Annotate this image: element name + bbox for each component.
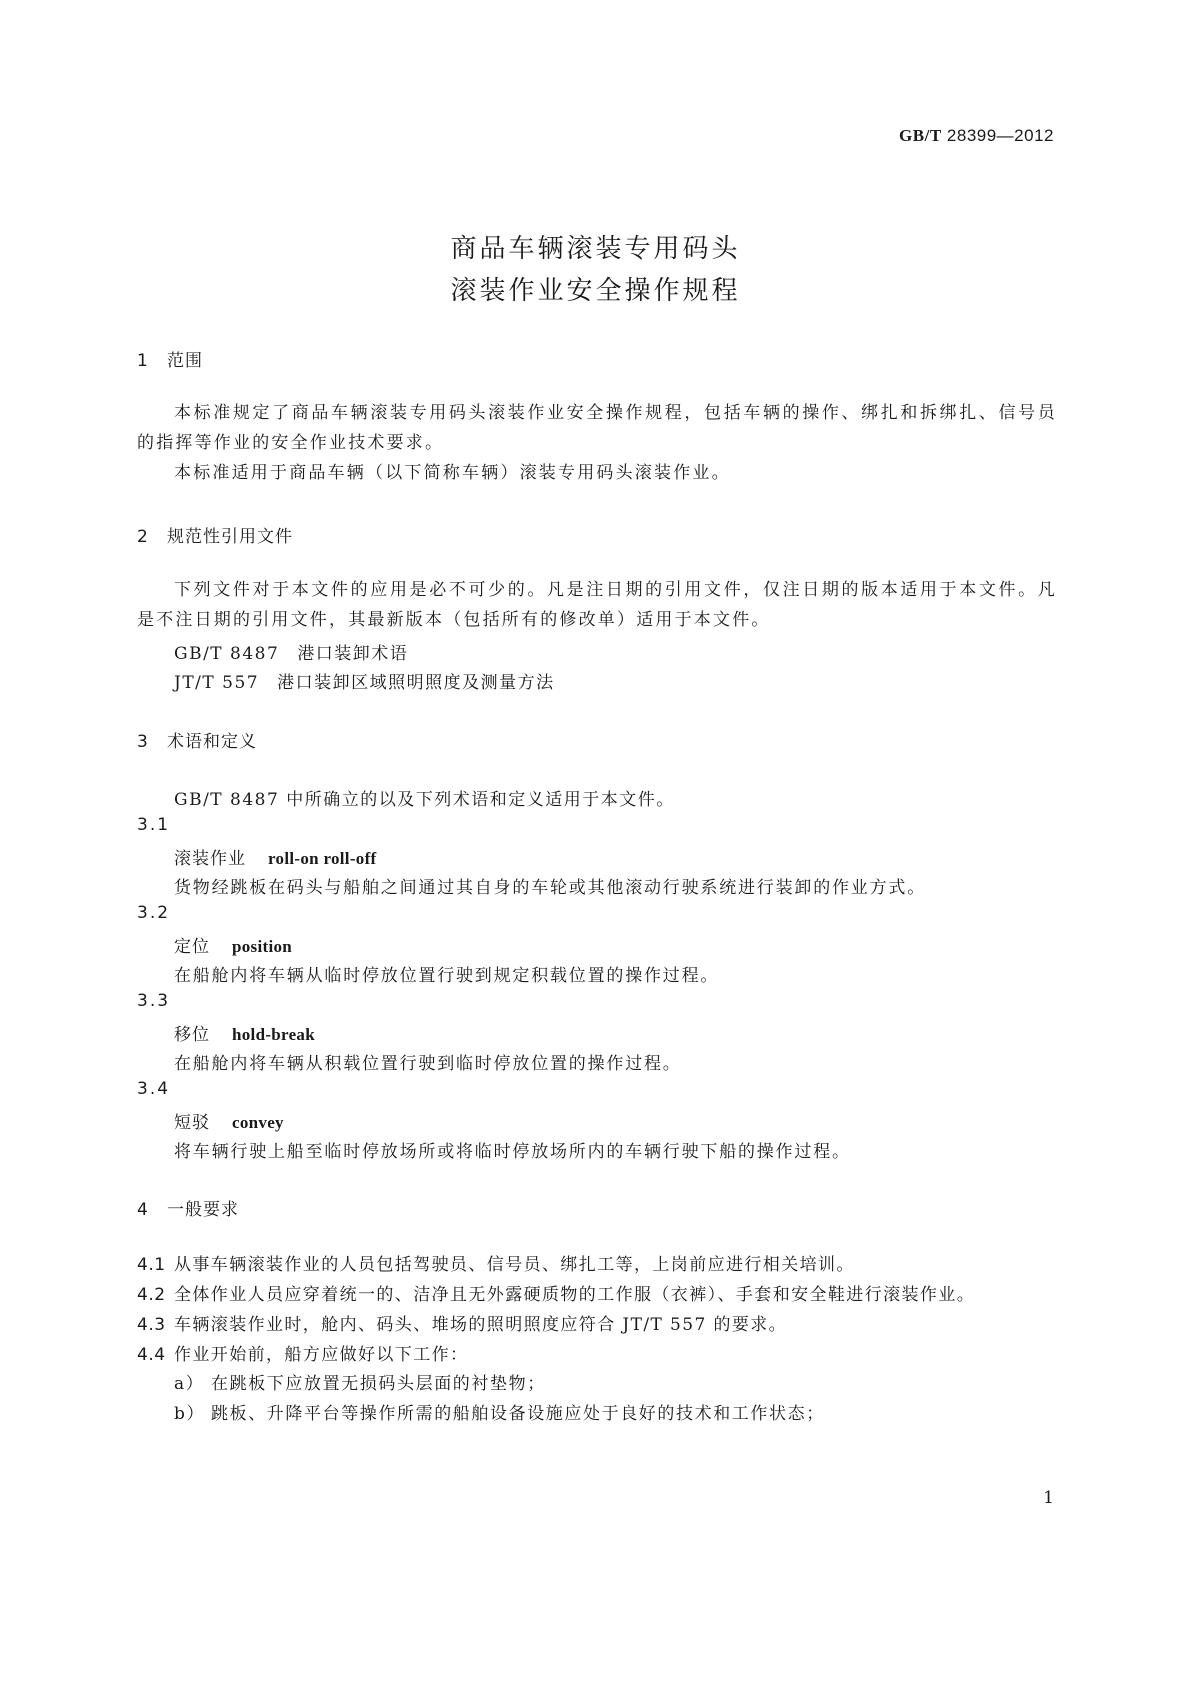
- section-title: 术语和定义: [167, 732, 257, 752]
- term-number: 3.2: [137, 903, 171, 923]
- standard-prefix: GB/T: [899, 126, 942, 145]
- requirement-item: [137, 1340, 468, 1365]
- term-zh: 短驳: [174, 1113, 210, 1133]
- term-entry: [174, 932, 292, 957]
- requirement-item: [137, 1250, 855, 1275]
- reference-title: 港口装卸术语: [297, 644, 409, 664]
- term-entry: [174, 1108, 284, 1133]
- requirement-subitem: [174, 1369, 546, 1394]
- section-4-heading: [137, 1195, 239, 1220]
- section-1-paragraph-2: 本标准适用于商品车辆（以下简称车辆）滚装专用码头滚装作业。: [174, 463, 731, 483]
- requirement-text: 作业开始前，船方应做好以下工作：: [174, 1345, 469, 1365]
- term-definition: 在船舱内将车辆从临时停放位置行驶到规定积载位置的操作过程。: [174, 966, 720, 986]
- requirement-item: [137, 1310, 787, 1335]
- document-title-line2: 滚装作业安全操作规程: [450, 276, 741, 306]
- term-number: 3.3: [137, 991, 171, 1011]
- term-definition: 将车辆行驶上船至临时停放场所或将临时停放场所内的车辆行驶下船的操作过程。: [174, 1142, 851, 1162]
- requirement-number: 4.3: [137, 1315, 166, 1335]
- normative-reference: [174, 639, 408, 664]
- term-entry: [174, 844, 377, 869]
- requirement-number: 4.1: [137, 1255, 166, 1275]
- reference-code: GB/T 8487: [174, 644, 280, 664]
- section-2-heading: [137, 522, 293, 547]
- section-2-paragraph: 下列文件对于本文件的应用是必不可少的。凡是注日期的引用文件，仅注日期的版本适用于本文件。凡是不注日期的引用文件，其最新版本（包括所有的修改单）适用于本文件。: [137, 580, 1057, 630]
- term-en: roll-on roll-off: [268, 849, 377, 868]
- term-definition: 货物经跳板在码头与船舶之间通过其自身的车轮或其他滚动行驶系统进行装卸的作业方式。: [174, 878, 926, 898]
- requirement-number: 4.2: [137, 1285, 166, 1305]
- term-entry: [174, 1020, 315, 1045]
- requirement-text: 全体作业人员应穿着统一的、洁净且无外露硬质物的工作服（衣裤）、手套和安全鞋进行滚装作业。: [174, 1285, 976, 1305]
- subitem-label: b）: [174, 1404, 206, 1424]
- standard-code: 28399—2012: [946, 126, 1054, 145]
- term-zh: 滚装作业: [174, 849, 246, 869]
- requirement-number: 4.4: [137, 1345, 166, 1365]
- section-3-heading: [137, 727, 257, 752]
- section-number: 2: [137, 527, 149, 547]
- requirement-text: 从事车辆滚装作业的人员包括驾驶员、信号员、绑扎工等，上岗前应进行相关培训。: [174, 1255, 855, 1275]
- section-title: 规范性引用文件: [167, 527, 293, 547]
- term-zh: 定位: [174, 937, 210, 957]
- term-definition: 在船舱内将车辆从积载位置行驶到临时停放位置的操作过程。: [174, 1054, 682, 1074]
- subitem-text: 在跳板下应放置无损码头层面的衬垫物；: [211, 1374, 546, 1394]
- document-title-line1: 商品车辆滚装专用码头: [450, 234, 741, 264]
- page-number: 1: [1043, 1488, 1054, 1508]
- section-3-intro: GB/T 8487 中所确立的以及下列术语和定义适用于本文件。: [174, 790, 675, 810]
- section-number: 1: [137, 351, 149, 371]
- reference-title: 港口装卸区域照明照度及测量方法: [277, 673, 555, 693]
- section-number: 3: [137, 732, 149, 752]
- requirement-text: 车辆滚装作业时，舱内、码头、堆场的照明照度应符合 JT/T 557 的要求。: [174, 1315, 788, 1335]
- subitem-text: 跳板、升降平台等操作所需的船舶设备设施应处于良好的技术和工作状态；: [211, 1404, 825, 1424]
- term-en: position: [232, 937, 293, 956]
- section-title: 范围: [167, 351, 203, 371]
- term-number: 3.1: [137, 815, 171, 835]
- requirement-item: [137, 1280, 975, 1305]
- subitem-label: a）: [174, 1374, 205, 1394]
- requirement-subitem: [174, 1399, 825, 1424]
- reference-code: JT/T 557: [174, 673, 260, 693]
- term-number: 3.4: [137, 1079, 171, 1099]
- term-en: hold-break: [232, 1025, 315, 1044]
- normative-reference: [174, 668, 555, 693]
- standard-number-header: [899, 126, 1054, 146]
- section-1-paragraph-1: 本标准规定了商品车辆滚装专用码头滚装作业安全操作规程，包括车辆的操作、绑扎和拆绑扎、信号员的指挥等作业的安全作业技术要求。: [137, 403, 1057, 453]
- section-1-heading: [137, 346, 203, 371]
- section-title: 一般要求: [167, 1200, 239, 1220]
- term-zh: 移位: [174, 1025, 210, 1045]
- section-number: 4: [137, 1200, 149, 1220]
- term-en: convey: [232, 1113, 284, 1132]
